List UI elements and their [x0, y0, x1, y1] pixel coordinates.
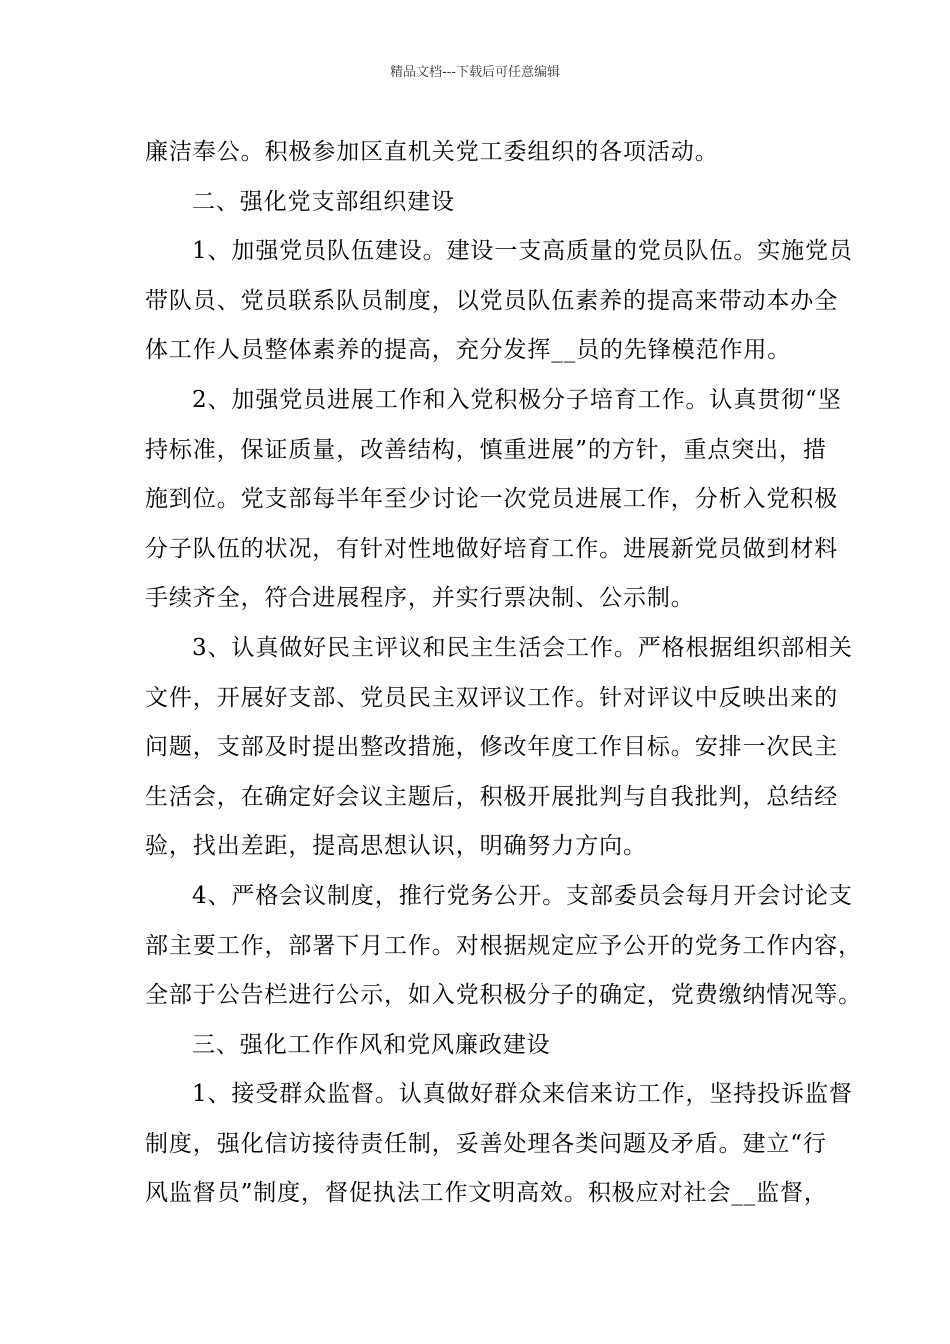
paragraph-start: 2、加强党员进展工作和入党积极分子培育工作。认真贯彻“坚 [192, 386, 842, 413]
text-line: 问题，支部及时提出整改措施，修改年度工作目标。安排一次民主 [145, 734, 839, 761]
text-line: 持标准，保证质量，改善结构，慎重进展”的方针，重点突出，措 [145, 436, 827, 463]
text-line: 带队员、党员联系队员制度，以党员队伍素养的提高来带动本办全 [145, 287, 839, 314]
text-line: 生活会，在确定好会议主题后，积极开展批判与自我批判，总结经 [145, 783, 839, 810]
page-header: 精品文档---下载后可任意编辑 [389, 65, 561, 80]
section-heading: 三、强化工作作风和党风廉政建设 [192, 1031, 551, 1058]
text-line: 部主要工作，部署下月工作。对根据规定应予公开的党务工作内容， [145, 932, 862, 959]
text-line: 全部于公告栏进行公示，如入党积极分子的确定，党费缴纳情况等。 [145, 982, 862, 1009]
text-line: 验，找出差距，提高思想认识，明确努力方向。 [145, 833, 647, 860]
text-line: 风监督员”制度，督促执法工作文明高效。积极应对社会__监督， [145, 1180, 828, 1207]
text-line: 分子队伍的状况，有针对性地做好培育工作。进展新党员做到材料 [145, 535, 839, 562]
text-line: 体工作人员整体素养的提高，充分发挥__员的先锋模范作用。 [145, 337, 792, 364]
paragraph-start: 3、认真做好民主评议和民主生活会工作。严格根据组织部相关 [192, 634, 853, 661]
paragraph-start: 1、接受群众监督。认真做好群众来信来访工作，坚持投诉监督 [192, 1081, 853, 1108]
text-line: 廉洁奉公。积极参加区直机关党工委组织的各项活动。 [145, 139, 719, 165]
paragraph-start: 1、加强党员队伍建设。建设一支高质量的党员队伍。实施党员 [192, 238, 853, 265]
text-line: 制度，强化信访接待责任制，妥善处理各类问题及矛盾。建立“行 [145, 1130, 827, 1157]
text-line: 手续齐全，符合进展程序，并实行票决制、公示制。 [145, 585, 695, 612]
document-body [145, 128, 862, 1219]
text-line: 施到位。党支部每半年至少讨论一次党员进展工作，分析入党积极 [145, 486, 839, 513]
paragraph-start: 4、严格会议制度，推行党务公开。支部委员会每月开会讨论支 [192, 882, 853, 909]
text-line: 文件，开展好支部、党员民主双评议工作。针对评议中反映出来的 [145, 684, 839, 711]
section-heading: 二、强化党支部组织建设 [192, 188, 455, 215]
